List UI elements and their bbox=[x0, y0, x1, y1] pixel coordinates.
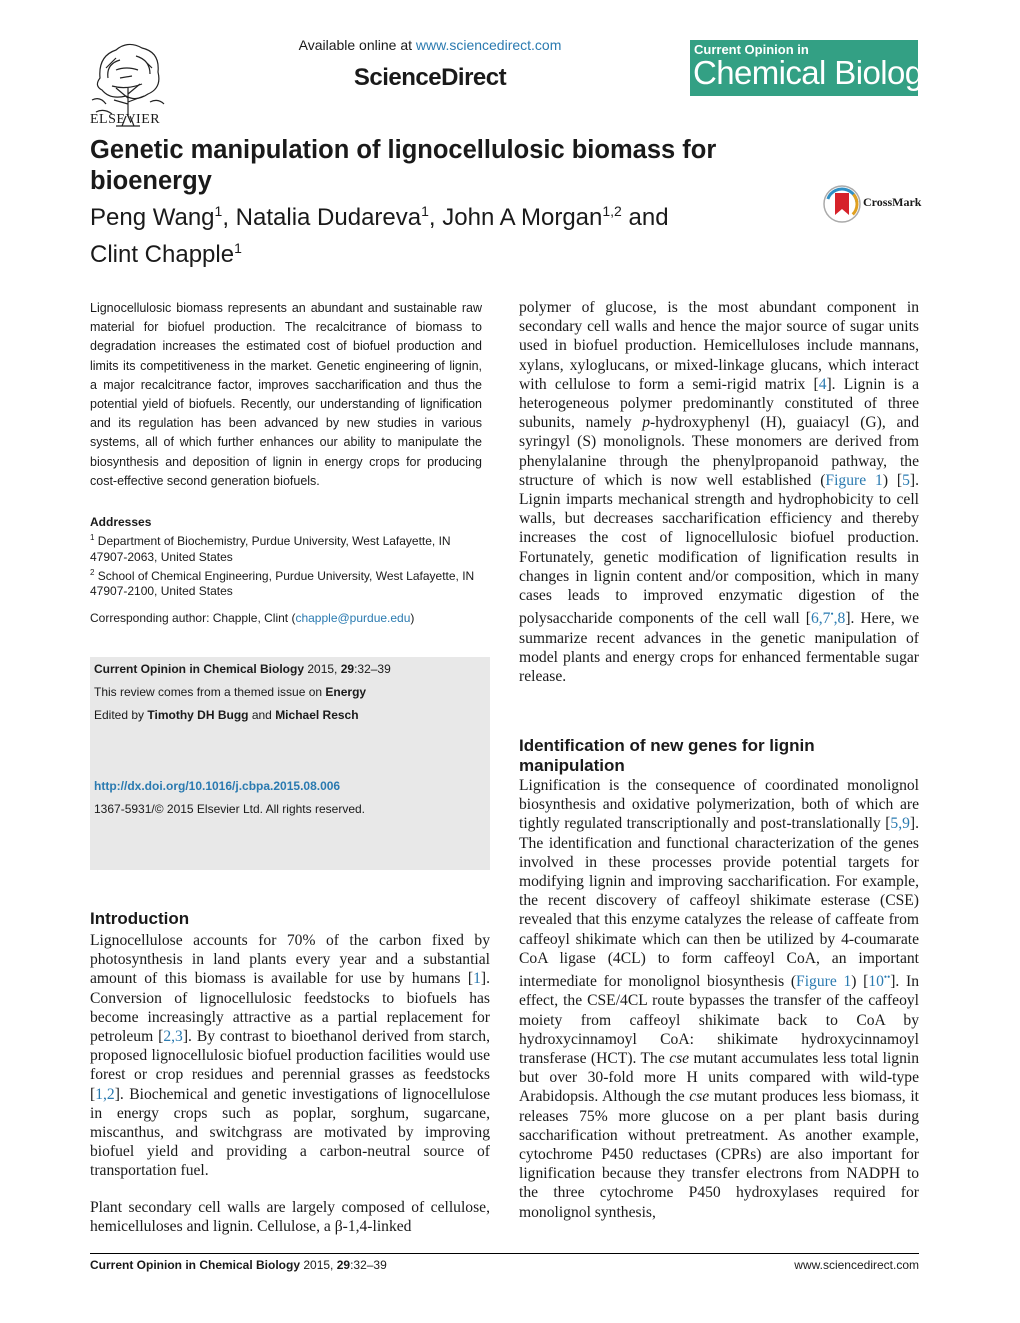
figure-link[interactable]: Figure 1 bbox=[796, 973, 852, 991]
sciencedirect-link[interactable]: www.sciencedirect.com bbox=[415, 37, 562, 53]
address-item: $^1$ Department of Biochemistry, Purdue University, West Lafayette, IN 47907-2063, United States bbox=[90, 533, 451, 564]
elsevier-wordmark: ELSEVIER bbox=[90, 112, 161, 127]
author-affiliation: 1 bbox=[421, 203, 429, 219]
introduction-text bbox=[90, 931, 490, 1253]
citation-link[interactable]: 1,2 bbox=[95, 1085, 115, 1103]
author-list: Peng Wang$^1$, Natalia Dudareva$^1$, John A Morgan$^{1,2}$ and Clint Chapple$^1$ bbox=[90, 203, 669, 268]
journal-logo-line2: Chemical Biology bbox=[693, 54, 939, 91]
author-name[interactable]: John A Morgan bbox=[442, 204, 603, 231]
email-link[interactable]: chapple@purdue.edu bbox=[295, 611, 411, 625]
citation-star: •• bbox=[883, 972, 891, 983]
paragraph: Lignocellulose accounts for 70% of the carbon fixed by photosynthesis in land plants every year and a substantial amount of this biomass is available for use by humans [1]. Conversion of lignocellulosic feedstocks to biofuels has become increasingly attractive as a partial replacement for petroleum [2,3]. By contrast to bioethanol derived from starch, proposed lignocellulosic biofuel production facilities would use forest or crop residues and perennial grasses as feedstocks [1,2]. Biochemical and genetic investigations of lignocellulose in energy crops such as poplar, sorghum, sugarcane, miscanthus, and switchgrass are motivated by improving biofuel yield and providing a carbon-neutral source of transportation fuel. bbox=[90, 932, 490, 1180]
citation-link[interactable]: ,8 bbox=[833, 610, 846, 628]
crossmark-label[interactable]: CrossMark bbox=[863, 195, 922, 209]
address-item: $^2$ School of Chemical Engineering, Purdue University, West Lafayette, IN 47907-2100, United States bbox=[90, 567, 475, 599]
author-name[interactable]: Clint Chapple bbox=[90, 241, 235, 268]
author-name[interactable]: Peng Wang bbox=[90, 204, 215, 231]
addresses bbox=[90, 515, 490, 599]
citation-link[interactable]: 5 bbox=[902, 471, 910, 489]
author-affiliation: 1 bbox=[214, 203, 223, 219]
sciencedirect-logo: ScienceDirect bbox=[353, 64, 507, 91]
abstract: Lignocellulosic biomass represents an abundant and sustainable raw material for biofuel production. The recalcitrance of biomass to degradation increases the estimated cost of biofuel production and limits its competitiveness in the market. Genetic engineering of lignin, a major recalcitrance factor, improves saccharification and thus the potential yield of biofuels. Recently, our understanding of lignification and its regulation has been advanced by new studies in various systems, all of which further enhances our ability to manipulate the biosynthesis and deposition of lignin in energy crops for producing cost-effective second generation biofuels. bbox=[90, 301, 482, 488]
editors-line: Edited by Timothy DH Bugg and Michael Resch bbox=[94, 708, 359, 722]
footer-website[interactable]: www.sciencedirect.com bbox=[794, 1258, 919, 1272]
citation-link[interactable]: 4 bbox=[818, 375, 827, 393]
journal-logo bbox=[690, 40, 939, 96]
article-info-box bbox=[90, 657, 490, 870]
available-prefix: Available online at bbox=[298, 37, 416, 53]
citation-link[interactable]: 1 bbox=[473, 970, 481, 988]
author-name[interactable]: Natalia Dudareva bbox=[235, 204, 422, 231]
citation-link[interactable]: 5,9 bbox=[890, 815, 910, 833]
paragraph: Lignification is the consequence of coordinated monolignol biosynthesis and oxidative polymerization, both of which are tightly regulated transcriptionally and post-translationally [5,9]. The identification and functional characterization of the genes involved in these processes provide potential targets for modifying lignin and improving saccharification. For example, the recent discovery of caffeoyl shikimate esterase (CSE) revealed that this enzyme catalyzes the release of caffeate from caffeoyl shikimate which can then be utilized by 4-coumarate CoA ligase (4CL) to form caffeoyl CoA, an important intermediate for monolignol biosynthesis (Figure 1) [10••]. In effect, the CSE/4CL route bypasses the transfer of the caffeoyl moiety from caffeoyl shikimate back to CoA by hydroxycinnamoyl CoA: shikimate hydroxycinnamoyl transferase (HCT). The cse mutant accumulates less total lignin but over 30-fold more H units compared with wild-type Arabidopsis. Although the cse mutant produces less biomass, it releases 75% more glucose on a per plant basis during saccharification without pretreatment. As another example, cytochrome P450 reductases (CPRs) are also important for lignification because they transfer electrons from NADPH to the three cytochrome P450 hydroxylases required for monolignol synthesis, bbox=[519, 777, 920, 1221]
theme-line: This review comes from a themed issue on Energy bbox=[94, 685, 367, 699]
addresses-heading: Addresses bbox=[90, 515, 152, 529]
journal-logo-line1: Current Opinion in bbox=[694, 42, 809, 57]
citation-star: • bbox=[830, 609, 834, 620]
article-title: Genetic manipulation of lignocellulosic biomass for bioenergy bbox=[90, 136, 717, 195]
citation: Current Opinion in Chemical Biology 2015, 29:32–39 bbox=[94, 662, 391, 676]
paragraph: Plant secondary cell walls are largely composed of cellulose, hemicelluloses and lignin. Cellulose, a β-1,4-linked bbox=[90, 1198, 490, 1235]
doi-link[interactable]: http://dx.doi.org/10.1016/j.cbpa.2015.08.006 bbox=[94, 779, 341, 793]
footer-divider bbox=[90, 1253, 919, 1254]
corresponding-author: Corresponding author: Chapple, Clint (chapple@purdue.edu) bbox=[90, 611, 415, 625]
copyright: 1367-5931/© 2015 Elsevier Ltd. All rights reserved. bbox=[94, 802, 365, 816]
figure-link[interactable]: Figure 1 bbox=[825, 471, 883, 489]
citation-link[interactable]: 10 bbox=[868, 973, 884, 991]
footer-citation: Current Opinion in Chemical Biology 2015, 29:32–39 bbox=[90, 1258, 387, 1272]
citation-link[interactable]: 6,7 bbox=[810, 610, 831, 628]
citation-link[interactable]: 2,3 bbox=[163, 1028, 183, 1046]
author-affiliation: 1,2 bbox=[602, 203, 622, 219]
section-heading: Identification of new genes for lignin manipulation bbox=[519, 736, 815, 775]
author-affiliation: 1 bbox=[234, 240, 242, 256]
paragraph: polymer of glucose, is the most abundant component in secondary cell walls and hence the major source of sugar units used in biofuel production. Hemicelluloses include mannans, xylans, xyloglucans, or mixed-linkage glucans, which interact with cellulose to form a semi-rigid matrix [4]. Lignin is a heterogeneous polymer predominantly constituted of three subunits, namely p-hydroxyphenyl (H), guaiacyl (G), and syringyl (S) monolignols. These monomers are derived from phenylalanine through the phenylpropanoid pathway, the structure of which is now well established (Figure 1) [5]. Lignin imparts mechanical strength and hydrophobicity to cell walls, but decreases saccharification efficiency and thereby increases the cost of lignocellulosic biofuel production. Fortunately, genetic modification of lignification results in changes in lignin content and/or composition, which in many cases leads to improved enzymatic digestion of the polysaccharide components of the cell wall [6,7•,8]. Here, we summarize recent advances in the genetic manipulation of model plants and energy crops for enhanced fermentable sugar release. bbox=[519, 299, 919, 686]
introduction-heading: Introduction bbox=[90, 909, 190, 928]
